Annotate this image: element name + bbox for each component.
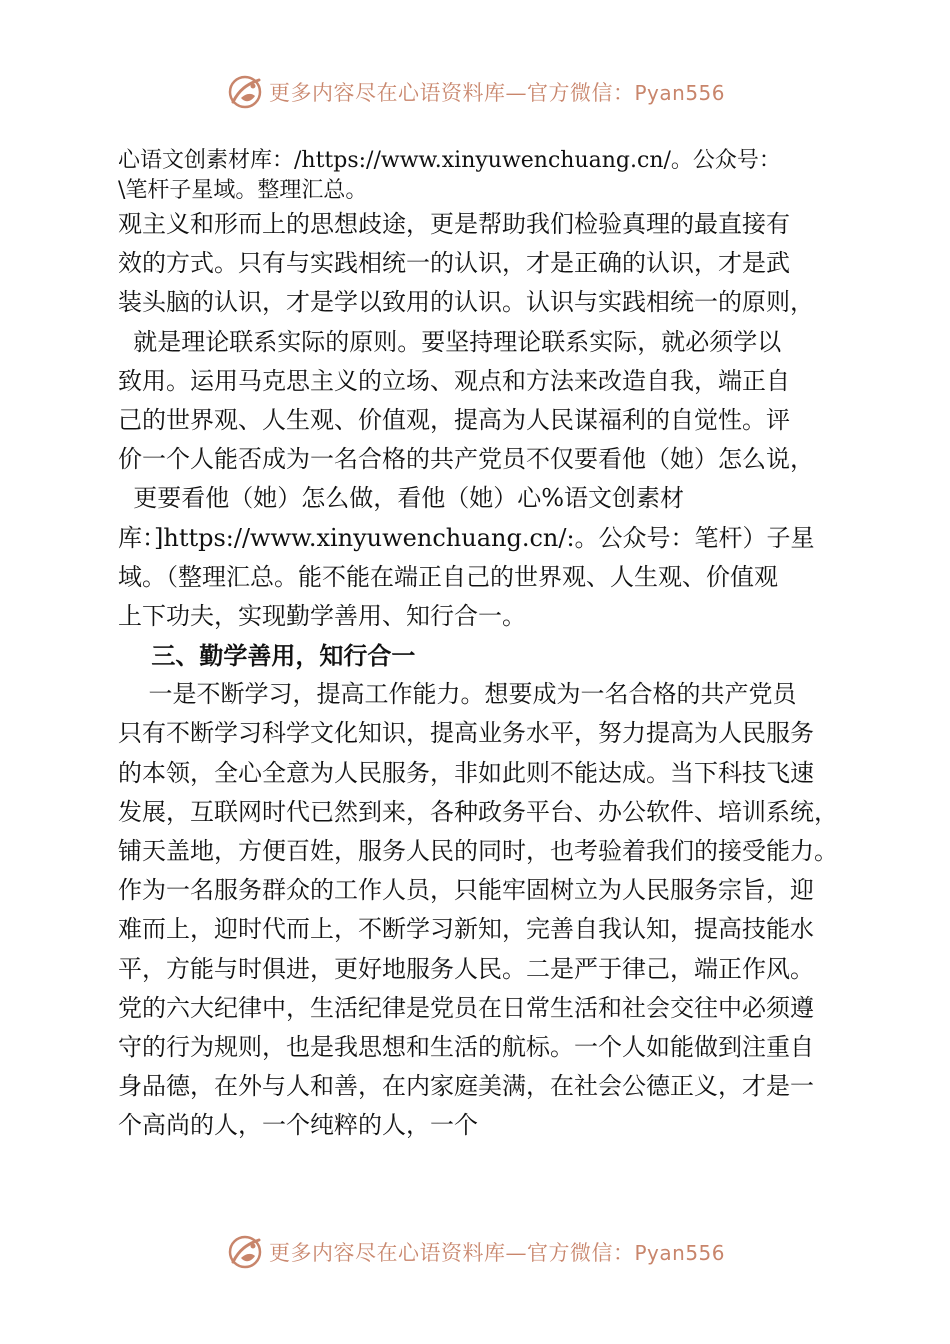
header-banner [0, 70, 950, 114]
source-note-line-2: \笔杆子星域。整理汇总。 [118, 178, 368, 203]
body-line: 平，方能与时俱进，更好地服务人民。二是严于律己，端正作风。 [118, 954, 814, 983]
header-banner-text: 更多内容尽在心语资料库—官方微信：Pyan556 [268, 81, 725, 105]
body-line: 致用。运用马克思主义的立场、观点和方法来改造自我，端正自 [118, 366, 790, 395]
body-line: 只有不断学习科学文化知识，提高业务水平，努力提高为人民服务 [118, 719, 814, 748]
source-note-line-1: 心语文创素材库：/https://www.xinyuwenchuang.cn/。公众号： [118, 148, 781, 173]
body-line: 难而上，迎时代而上，不断学习新知，完善自我认知，提高技能水 [118, 915, 814, 944]
body-line: 发展，互联网时代已然到来，各种政务平台、办公软件、培训系统， [118, 797, 838, 826]
body-line: 己的世界观、人生观、价值观，提高为人民谋福利的自觉性。评 [118, 405, 790, 434]
body-line: 上下功夫，实现勤学善用、知行合一。 [118, 601, 526, 630]
body-line: 党的六大纪律中，生活纪律是党员在日常生活和社会交往中必须遵 [118, 993, 814, 1022]
body-line: 域。（整理汇总。能不能在端正自己的世界观、人生观、价值观 [118, 562, 778, 591]
header-wechat-id: Pyan556 [634, 81, 725, 105]
body-line: 价一个人能否成为一名合格的共产党员不仅要看他（她）怎么说， [118, 445, 814, 474]
footer-banner [0, 1230, 950, 1274]
body-line: 的本领，全心全意为人民服务，非如此则不能达成。当下科技飞速 [118, 758, 814, 787]
brand-logo-icon [225, 1232, 265, 1272]
body-line: 更要看他（她）怎么做，看他（她）心%语文创素材 [118, 484, 685, 513]
body-line: 作为一名服务群众的工作人员，只能牢固树立为人民服务宗旨，迎 [118, 876, 814, 905]
brand-logo-icon [225, 72, 265, 112]
body-line: 铺天盖地，方便百姓，服务人民的同时，也考验着我们的接受能力。 [118, 837, 838, 865]
source-note [118, 146, 858, 206]
body-line: 一是不断学习，提高工作能力。想要成为一名合格的共产党员 [118, 680, 797, 709]
body-line: 身品德，在外与人和善，在内家庭美满，在社会公德正义，才是一 [118, 1072, 814, 1101]
section-heading: 三、勤学善用，知行合一 [118, 641, 416, 671]
body-line: 个高尚的人，一个纯粹的人，一个 [118, 1111, 478, 1140]
body-line: 观主义和形而上的思想歧途，更是帮助我们检验真理的最直接有 [118, 210, 790, 238]
footer-wechat-id: Pyan556 [634, 1241, 725, 1265]
body-line: 库：]https://www.xinyuwenchuang.cn/:。公众号：笔杆）子星 [118, 523, 815, 552]
body-line: 装头脑的认识，才是学以致用的认识。认识与实践相统一的原则， [118, 288, 814, 317]
document-body [118, 205, 858, 1146]
body-line: 效的方式。只有与实践相统一的认识，才是正确的认识，才是武 [118, 249, 790, 278]
body-line: 守的行为规则，也是我思想和生活的航标。一个人如能做到注重自 [118, 1032, 814, 1061]
footer-banner-text: 更多内容尽在心语资料库—官方微信：Pyan556 [268, 1241, 725, 1265]
body-line: 就是理论联系实际的原则。要坚持理论联系实际，就必须学以 [118, 327, 782, 356]
